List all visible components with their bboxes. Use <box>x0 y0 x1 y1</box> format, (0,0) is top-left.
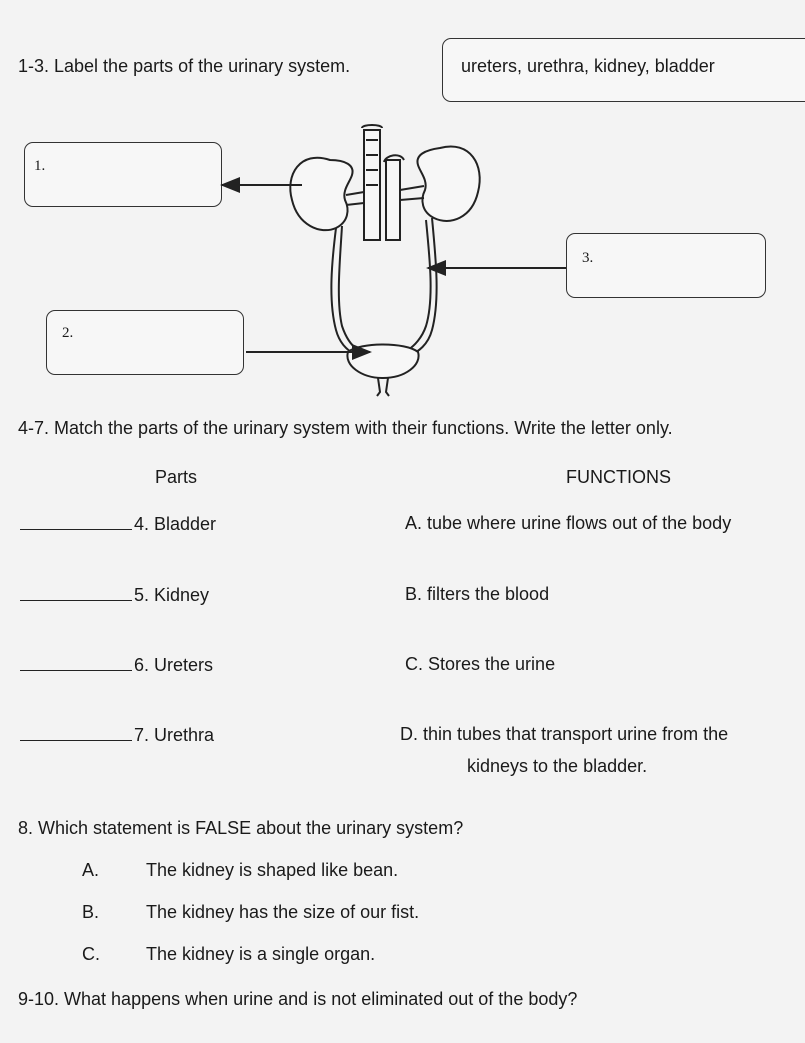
answer-box-1-label: 1. <box>34 158 46 174</box>
question-9-10: 9-10. What happens when urine and is not eliminated out of the body? <box>18 989 578 1009</box>
option-b-text: The kidney has the size of our fist. <box>146 902 420 922</box>
left-ureter <box>331 228 356 355</box>
function-b: B. filters the blood <box>405 584 550 604</box>
option-a-text: The kidney is shaped like bean. <box>146 860 399 880</box>
answer-box-3-label: 3. <box>582 250 594 266</box>
match-row-5 <box>20 584 209 606</box>
option-c-letter: C. <box>82 944 100 964</box>
match-row-7 <box>20 724 214 746</box>
function-a: A. tube where urine flows out of the body <box>405 513 732 533</box>
urinary-system-diagram <box>0 0 805 420</box>
vena-cava <box>386 160 400 240</box>
parts-header: Parts <box>155 467 198 487</box>
urethra <box>377 378 389 396</box>
instruction-4-7: 4-7. Match the parts of the urinary system with their functions. Write the letter only. <box>18 418 673 438</box>
functions-header: FUNCTIONS <box>566 467 671 487</box>
bladder <box>347 345 418 379</box>
instruction-1-3: 1-3. Label the parts of the urinary system. <box>18 56 351 76</box>
option-a-letter: A. <box>82 860 100 880</box>
answer-blank-5[interactable] <box>20 584 132 601</box>
match-row-4 <box>20 513 216 535</box>
answer-blank-4[interactable] <box>20 513 132 530</box>
option-b-letter: B. <box>82 902 100 922</box>
right-kidney <box>417 146 479 220</box>
part-label: 4. Bladder <box>134 514 217 534</box>
function-d-continued: kidneys to the bladder. <box>467 756 648 776</box>
answer-box-2-label: 2. <box>62 325 74 341</box>
function-d: D. thin tubes that transport urine from the <box>400 724 729 744</box>
question-8: 8. Which statement is FALSE about the urinary system? <box>18 818 464 838</box>
option-c-text: The kidney is a single organ. <box>146 944 376 964</box>
match-row-6 <box>20 654 213 676</box>
answer-blank-7[interactable] <box>20 724 132 741</box>
part-label: 7. Urethra <box>134 725 215 745</box>
answer-blank-6[interactable] <box>20 654 132 671</box>
left-kidney <box>290 158 352 230</box>
function-c: C. Stores the urine <box>405 654 556 674</box>
part-label: 6. Ureters <box>134 655 214 675</box>
word-bank-text: ureters, urethra, kidney, bladder <box>461 56 715 76</box>
part-label: 5. Kidney <box>134 585 210 605</box>
